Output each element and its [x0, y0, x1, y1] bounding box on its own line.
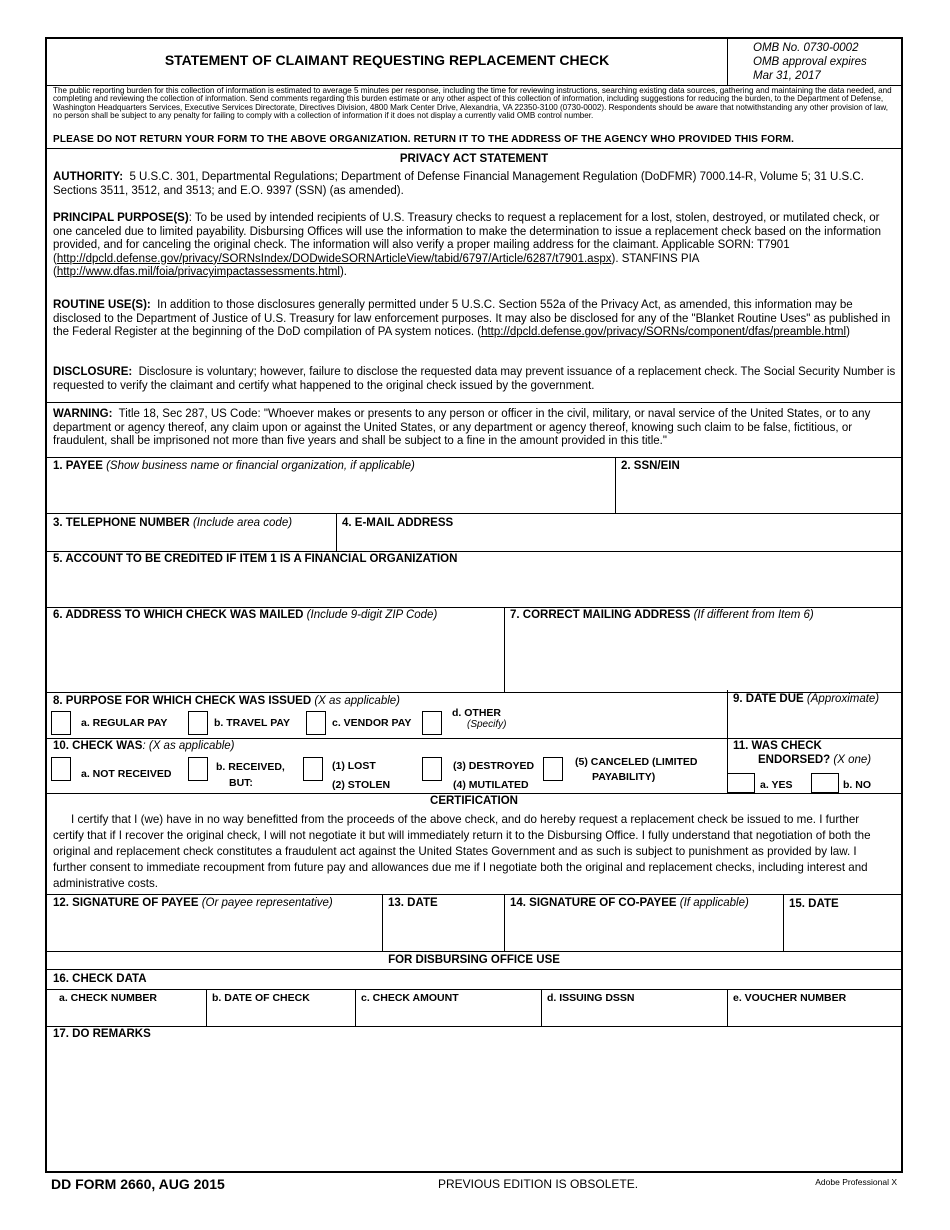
- obsolete-notice: PREVIOUS EDITION IS OBSOLETE.: [438, 1177, 639, 1191]
- telephone-label: 3. TELEPHONE NUMBER: [53, 517, 190, 529]
- purpose-section-label: 8. PURPOSE FOR WHICH CHECK WAS ISSUED: [53, 695, 312, 707]
- rule: [727, 690, 728, 738]
- return-notice: PLEASE DO NOT RETURN YOUR FORM TO THE ABOVE ORGANIZATION. RETURN IT TO THE ADDRESS OF THE AGENCY WHO PROVIDED THIS FORM.: [53, 134, 794, 145]
- omb-block: [753, 41, 867, 83]
- payee-hint: (Show business name or financial organization, if applicable): [106, 460, 415, 472]
- warning-text: Title 18, Sec 287, US Code: "Whoever makes or presents to any person or officer in the civil, military, or naval service of the United States, or to any department or agency thereof, any claim upon or against the United States, or any department or agency thereof, knowing such claim to be false, fictitious, or fraudulent, shall be imprisoned not more than five years and shall be subject to a fine in the amount provided in this title.": [53, 408, 871, 448]
- telephone-field[interactable]: [53, 517, 292, 529]
- endorsed-question-text: ENDORSED?: [758, 754, 831, 766]
- ssn-field[interactable]: 2. SSN/EIN: [621, 460, 680, 472]
- warning-label: WARNING:: [53, 408, 113, 420]
- rule: [783, 894, 784, 951]
- rule: [727, 989, 728, 1026]
- destroyed-label: (3) DESTROYED: [453, 760, 535, 772]
- authority-text: 5 U.S.C. 301, Departmental Regulations; Department of Defense Financial Management Regulation (DoDFMR) 7000.14-R, Volume 5; 31 U.S.C. Sections 3511, 3512, and 3513; and E.O. 9397 (SSN) (as amended).: [53, 171, 864, 197]
- form-id: DD FORM 2660, AUG 2015: [51, 1176, 225, 1192]
- rule: [47, 969, 901, 970]
- not-received-label: a. NOT RECEIVED: [81, 768, 172, 780]
- rule: [336, 513, 337, 551]
- purpose-text: : To be used by intended recipients of U.S. Treasury checks to request a replacement for a lost, stolen, destroyed, or mutilated check, or one canceled due to limited payability. Disbursing Offices will use the information to make the determination to issue a replacement check based on the information provided, and for canceling the original check. The information will also verify a proper mailing address for the claimant. Applicable SORN: T7901 (: [53, 212, 882, 265]
- payee-date-field[interactable]: 13. DATE: [388, 897, 438, 909]
- vendor-pay-label: c. VENDOR PAY: [332, 717, 412, 729]
- rule: [47, 148, 901, 149]
- received-label: b. RECEIVED,: [216, 761, 285, 773]
- mutilated-label: (4) MUTILATED: [453, 779, 529, 791]
- check-data-label: 16. CHECK DATA: [53, 973, 147, 985]
- email-field[interactable]: 4. E-MAIL ADDRESS: [342, 517, 454, 529]
- omb-date: Mar 31, 2017: [753, 70, 821, 82]
- disclosure-label: DISCLOSURE:: [53, 366, 133, 378]
- burden-statement: The public reporting burden for this collection of information is estimated to average 5 minutes per response, including the time for reviewing instructions, searching existing data sources, gathering and maintaining the data needed, and completing and reviewing the collection of information. Send comments regarding this burden estimate or any other aspect of this collection of information, including suggestions for reducing the burden, to the Department of Defense, Washington Headquarters Services, Executive Services Directorate, Directives Division, 4800 Mark Center Drive, Alexandria, VA 22350-3100 (0730-0002). Respondents should be aware that notwithstanding any other provision of law, no person shall be subject to any penalty for failing to comply with a collection of information if it does not display a currently valid OMB control number.: [53, 86, 892, 121]
- form-title: STATEMENT OF CLAIMANT REQUESTING REPLACEMENT CHECK: [164, 52, 610, 68]
- purpose-label: PRINCIPAL PURPOSE(S): [53, 212, 189, 224]
- mailed-address-label: 6. ADDRESS TO WHICH CHECK WAS MAILED: [53, 609, 304, 621]
- payee-signature-label: 12. SIGNATURE OF PAYEE: [53, 897, 199, 909]
- copayee-signature-hint: (If applicable): [679, 897, 749, 909]
- routine-text: In addition to those disclosures generally permitted under 5 U.S.C. Section 552a of the Privacy Act, as amended, this information may be disclosed to the Department of Justice of U.S. Treasury for law enforcement purposes. It may also be disclosed for any of the "Blanket Routine Uses" as published in the Federal Register at the beginning of the DoD compilation of PA system notices. (: [53, 299, 891, 339]
- rule: [47, 607, 901, 608]
- rule: [47, 793, 901, 794]
- rule: [541, 989, 542, 1026]
- payee-label: 1. PAYEE: [53, 460, 103, 472]
- rule: [47, 513, 901, 514]
- endorsed-question: [758, 754, 871, 766]
- destroyed-checkbox[interactable]: [422, 757, 442, 781]
- regular-pay-label: a. REGULAR PAY: [81, 717, 168, 729]
- check-was-hint: : (X as applicable): [142, 740, 235, 752]
- lost-checkbox[interactable]: [303, 757, 323, 781]
- rule: [206, 989, 207, 1026]
- rule: [382, 894, 383, 951]
- rule: [355, 989, 356, 1026]
- rule: [504, 607, 505, 692]
- omb-approval: OMB approval expires: [753, 56, 867, 68]
- rule: [47, 894, 901, 895]
- canceled-label: (5) CANCELED (LIMITED: [575, 756, 698, 768]
- account-field[interactable]: 5. ACCOUNT TO BE CREDITED IF ITEM 1 IS A FINANCIAL ORGANIZATION: [53, 553, 458, 565]
- date-due-label: 9. DATE DUE: [733, 693, 804, 705]
- check-number-field[interactable]: a. CHECK NUMBER: [59, 992, 158, 1004]
- header-divider: [727, 39, 728, 85]
- other-pay-hint: (Specify): [467, 719, 507, 730]
- certification-heading: CERTIFICATION: [430, 795, 518, 807]
- issuing-dssn-field[interactable]: d. ISSUING DSSN: [547, 992, 635, 1004]
- travel-pay-label: b. TRAVEL PAY: [214, 717, 291, 729]
- office-heading: FOR DISBURSING OFFICE USE: [388, 954, 560, 966]
- endorsed-no-checkbox[interactable]: [811, 773, 839, 793]
- not-received-checkbox[interactable]: [51, 757, 71, 781]
- rule: [47, 551, 901, 552]
- preamble-link[interactable]: http://dpcld.defense.gov/privacy/SORNs/component/dfas/preamble.html: [481, 326, 847, 339]
- canceled-label-2: PAYABILITY): [592, 771, 656, 783]
- mailed-address-hint: (Include 9-digit ZIP Code): [306, 609, 438, 621]
- form-footer: [45, 1174, 903, 1194]
- authority-paragraph: [53, 171, 897, 198]
- purpose-paragraph: [53, 212, 897, 280]
- payee-field[interactable]: [53, 460, 415, 472]
- received-checkbox[interactable]: [188, 757, 208, 781]
- lost-label: (1) LOST: [332, 760, 376, 772]
- authority-label: AUTHORITY:: [53, 171, 124, 183]
- stolen-label: (2) STOLEN: [332, 779, 391, 791]
- rule: [47, 402, 901, 403]
- check-was-label: 10. CHECK WAS: [53, 740, 143, 752]
- purpose-mid: ). STANFINS PIA (: [53, 252, 699, 279]
- endorsed-yes-label: a. YES: [760, 779, 793, 791]
- rule: [47, 989, 901, 990]
- copayee-date-field[interactable]: 15. DATE: [789, 898, 839, 910]
- do-remarks-field[interactable]: 17. DO REMARKS: [53, 1028, 151, 1040]
- correct-address-label: 7. CORRECT MAILING ADDRESS: [510, 609, 691, 621]
- endorsed-hint: (X one): [833, 754, 872, 766]
- date-due-field[interactable]: [733, 693, 879, 705]
- warning-paragraph: [53, 408, 897, 449]
- check-was-section: [53, 740, 235, 752]
- purpose-section: [53, 695, 400, 707]
- rule: [615, 457, 616, 513]
- canceled-checkbox[interactable]: [543, 757, 563, 781]
- date-due-hint: (Approximate): [806, 693, 880, 705]
- payee-signature-field[interactable]: [53, 897, 333, 909]
- omb-number: OMB No. 0730-0002: [753, 42, 859, 54]
- disclosure-text: Disclosure is voluntary; however, failure to disclose the requested data may prevent issuance of a replacement check. The Social Security Number is requested to verify the claimant and certify what happened to the original check issued by the government.: [53, 366, 896, 392]
- payee-signature-hint: (Or payee representative): [201, 897, 333, 909]
- routine-paragraph: [53, 299, 897, 340]
- form-frame: [45, 37, 903, 1173]
- routine-label: ROUTINE USE(S):: [53, 299, 151, 311]
- mailed-address-field[interactable]: [53, 609, 437, 621]
- rule: [47, 951, 901, 952]
- correct-address-hint: (If different from Item 6): [693, 609, 814, 621]
- sorn-link[interactable]: http://dpcld.defense.gov/privacy/SORNsIndex/DODwideSORNArticleView/tabid/6797/Article/6287/t7901.aspx: [56, 252, 612, 265]
- vendor-pay-checkbox[interactable]: [306, 711, 326, 735]
- endorsed-no-label: b. NO: [843, 779, 871, 791]
- date-of-check-field[interactable]: b. DATE OF CHECK: [212, 992, 310, 1004]
- routine-end: ): [846, 326, 850, 339]
- endorsed-yes-checkbox[interactable]: [727, 773, 755, 793]
- privacy-heading: PRIVACY ACT STATEMENT: [399, 153, 549, 165]
- other-pay-label: d. OTHER: [452, 707, 501, 719]
- rule: [504, 894, 505, 951]
- telephone-hint: (Include area code): [192, 517, 293, 529]
- endorsed-label: 11. WAS CHECK: [733, 740, 822, 752]
- certification-text: I certify that I (we) have in no way benefitted from the proceeds of the above check, and do hereby request a replacement check be issued to me. I further certify that if I recover the original check, I will not negotiate it but will immediately return it to the Disbursing Office. I fully understand that negotiation of both the original and replacement check constitutes a fraudulent act against the United States Government and as such is subject to punishment as provided by law. I further consent to immediate recoupment from future pay and allowances due me if I negotiate both the original and replacement checks, including interest and administrative costs.: [53, 813, 871, 890]
- rule: [47, 738, 901, 739]
- rule: [47, 1026, 901, 1027]
- pia-link[interactable]: http://www.dfas.mil/foia/privacyimpactassessments.html: [56, 266, 340, 279]
- travel-pay-checkbox[interactable]: [188, 711, 208, 735]
- check-amount-field[interactable]: c. CHECK AMOUNT: [361, 992, 459, 1004]
- copayee-signature-label: 14. SIGNATURE OF CO-PAYEE: [510, 897, 677, 909]
- correct-address-field[interactable]: [510, 609, 814, 621]
- regular-pay-checkbox[interactable]: [51, 711, 71, 735]
- software-label: Adobe Professional X: [815, 1177, 897, 1187]
- voucher-number-field[interactable]: e. VOUCHER NUMBER: [733, 992, 847, 1004]
- copayee-signature-field[interactable]: [510, 897, 749, 909]
- rule: [47, 457, 901, 458]
- received-but-label: BUT:: [229, 777, 253, 789]
- disclosure-paragraph: [53, 366, 897, 393]
- purpose-section-hint: (X as applicable): [314, 695, 400, 707]
- other-pay-checkbox[interactable]: [422, 711, 442, 735]
- purpose-end: ).: [339, 266, 347, 279]
